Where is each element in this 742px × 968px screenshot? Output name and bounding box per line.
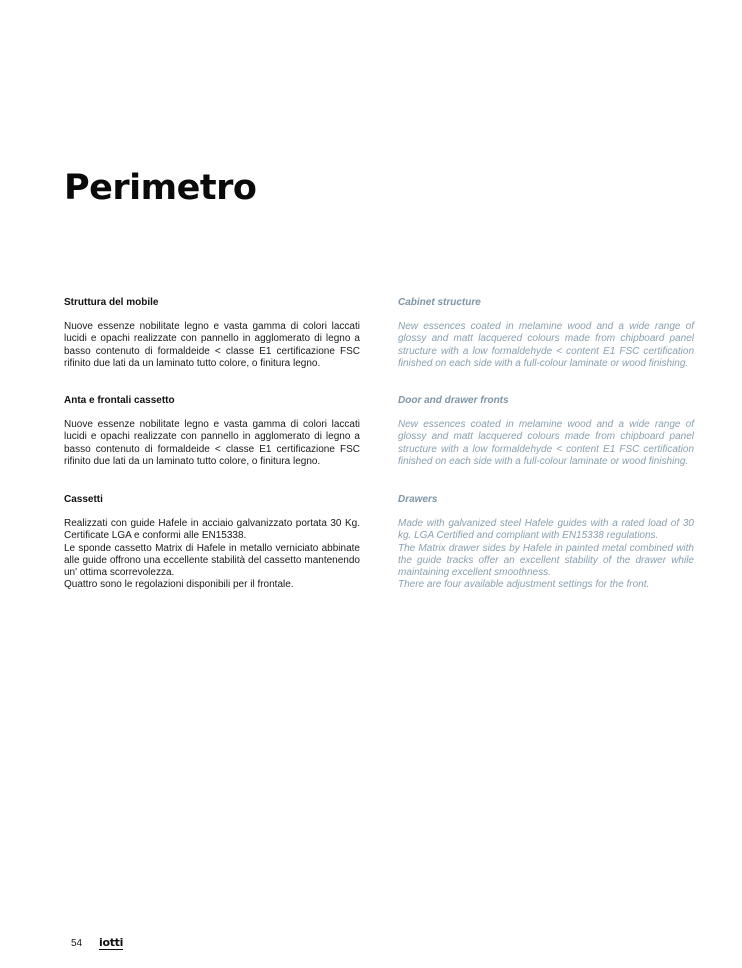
paragraph: Nuove essenze nobilitate legno e vasta gamma di colori laccati lucidi e opachi realizzate con pannello in agglomerato di legno a basso contenuto di formaldeide < classe E1 certificazione FSC rifinito due lati da un laminato tutto colore, o finitura legno. xyxy=(64,419,360,467)
paragraph: Nuove essenze nobilitate legno e vasta gamma di colori laccati lucidi e opachi realizzate con pannello in agglomerato di legno a basso contenuto di formaldeide < classe E1 certificazione FSC rifinito due lati da un laminato tutto colore, o finitura legno. xyxy=(64,321,360,369)
section-anta xyxy=(64,394,360,468)
section-drawers xyxy=(398,493,694,592)
section-heading: Drawers xyxy=(398,494,438,505)
section-heading: Cabinet structure xyxy=(398,297,481,308)
section-body xyxy=(64,419,360,468)
section-cabinet-structure xyxy=(398,296,694,370)
section-heading: Anta e frontali cassetto xyxy=(64,395,175,406)
paragraph: Made with galvanized steel Hafele guides with a rated load of 30 kg. LGA Certified and compliant with EN15338 regulations. xyxy=(398,518,694,542)
section-heading: Struttura del mobile xyxy=(64,297,159,308)
paragraph: Le sponde cassetto Matrix di Hafele in metallo verniciato abbinate alle guide offrono una eccellente stabilità del cassetto mantenendo un' ottima scorrevolezza. xyxy=(64,542,360,579)
section-heading: Door and drawer fronts xyxy=(398,395,509,406)
section-body xyxy=(398,419,694,468)
section-body xyxy=(398,518,694,592)
section-body xyxy=(64,321,360,370)
section-heading: Cassetti xyxy=(64,494,103,505)
paragraph: Quattro sono le regolazioni disponibili per il frontale. xyxy=(64,579,294,591)
page-number: 54 xyxy=(71,937,83,949)
section-door-drawer-fronts xyxy=(398,394,694,468)
paragraph: New essences coated in melamine wood and a wide range of glossy and matt lacquered colours made from chipboard panel structure with a low formaldehyde < content E1 FSC certification finished on each side with a full-colour laminate or wood finishing. xyxy=(398,321,694,369)
paragraph: New essences coated in melamine wood and a wide range of glossy and matt lacquered colours made from chipboard panel structure with a low formaldehyde < content E1 FSC certification finished on each side with a full-colour laminate or wood finishing. xyxy=(398,419,694,467)
page-footer xyxy=(71,936,123,950)
paragraph: Realizzati con guide Hafele in acciaio galvanizzato portata 30 Kg. Certificate LGA e conformi alle EN15338. xyxy=(64,518,360,542)
page-title: Perimetro xyxy=(64,168,257,208)
section-struttura xyxy=(64,296,360,370)
brand-logo xyxy=(99,937,123,950)
brand-wordmark: iotti xyxy=(99,935,124,949)
paragraph: The Matrix drawer sides by Hafele in painted metal combined with the guide tracks offer an excellent stability of the drawer while maintaining excellent smoothness. xyxy=(398,542,694,579)
paragraph: There are four available adjustment settings for the front. xyxy=(398,579,650,591)
section-body xyxy=(64,518,360,592)
section-body xyxy=(398,321,694,370)
section-cassetti xyxy=(64,493,360,592)
